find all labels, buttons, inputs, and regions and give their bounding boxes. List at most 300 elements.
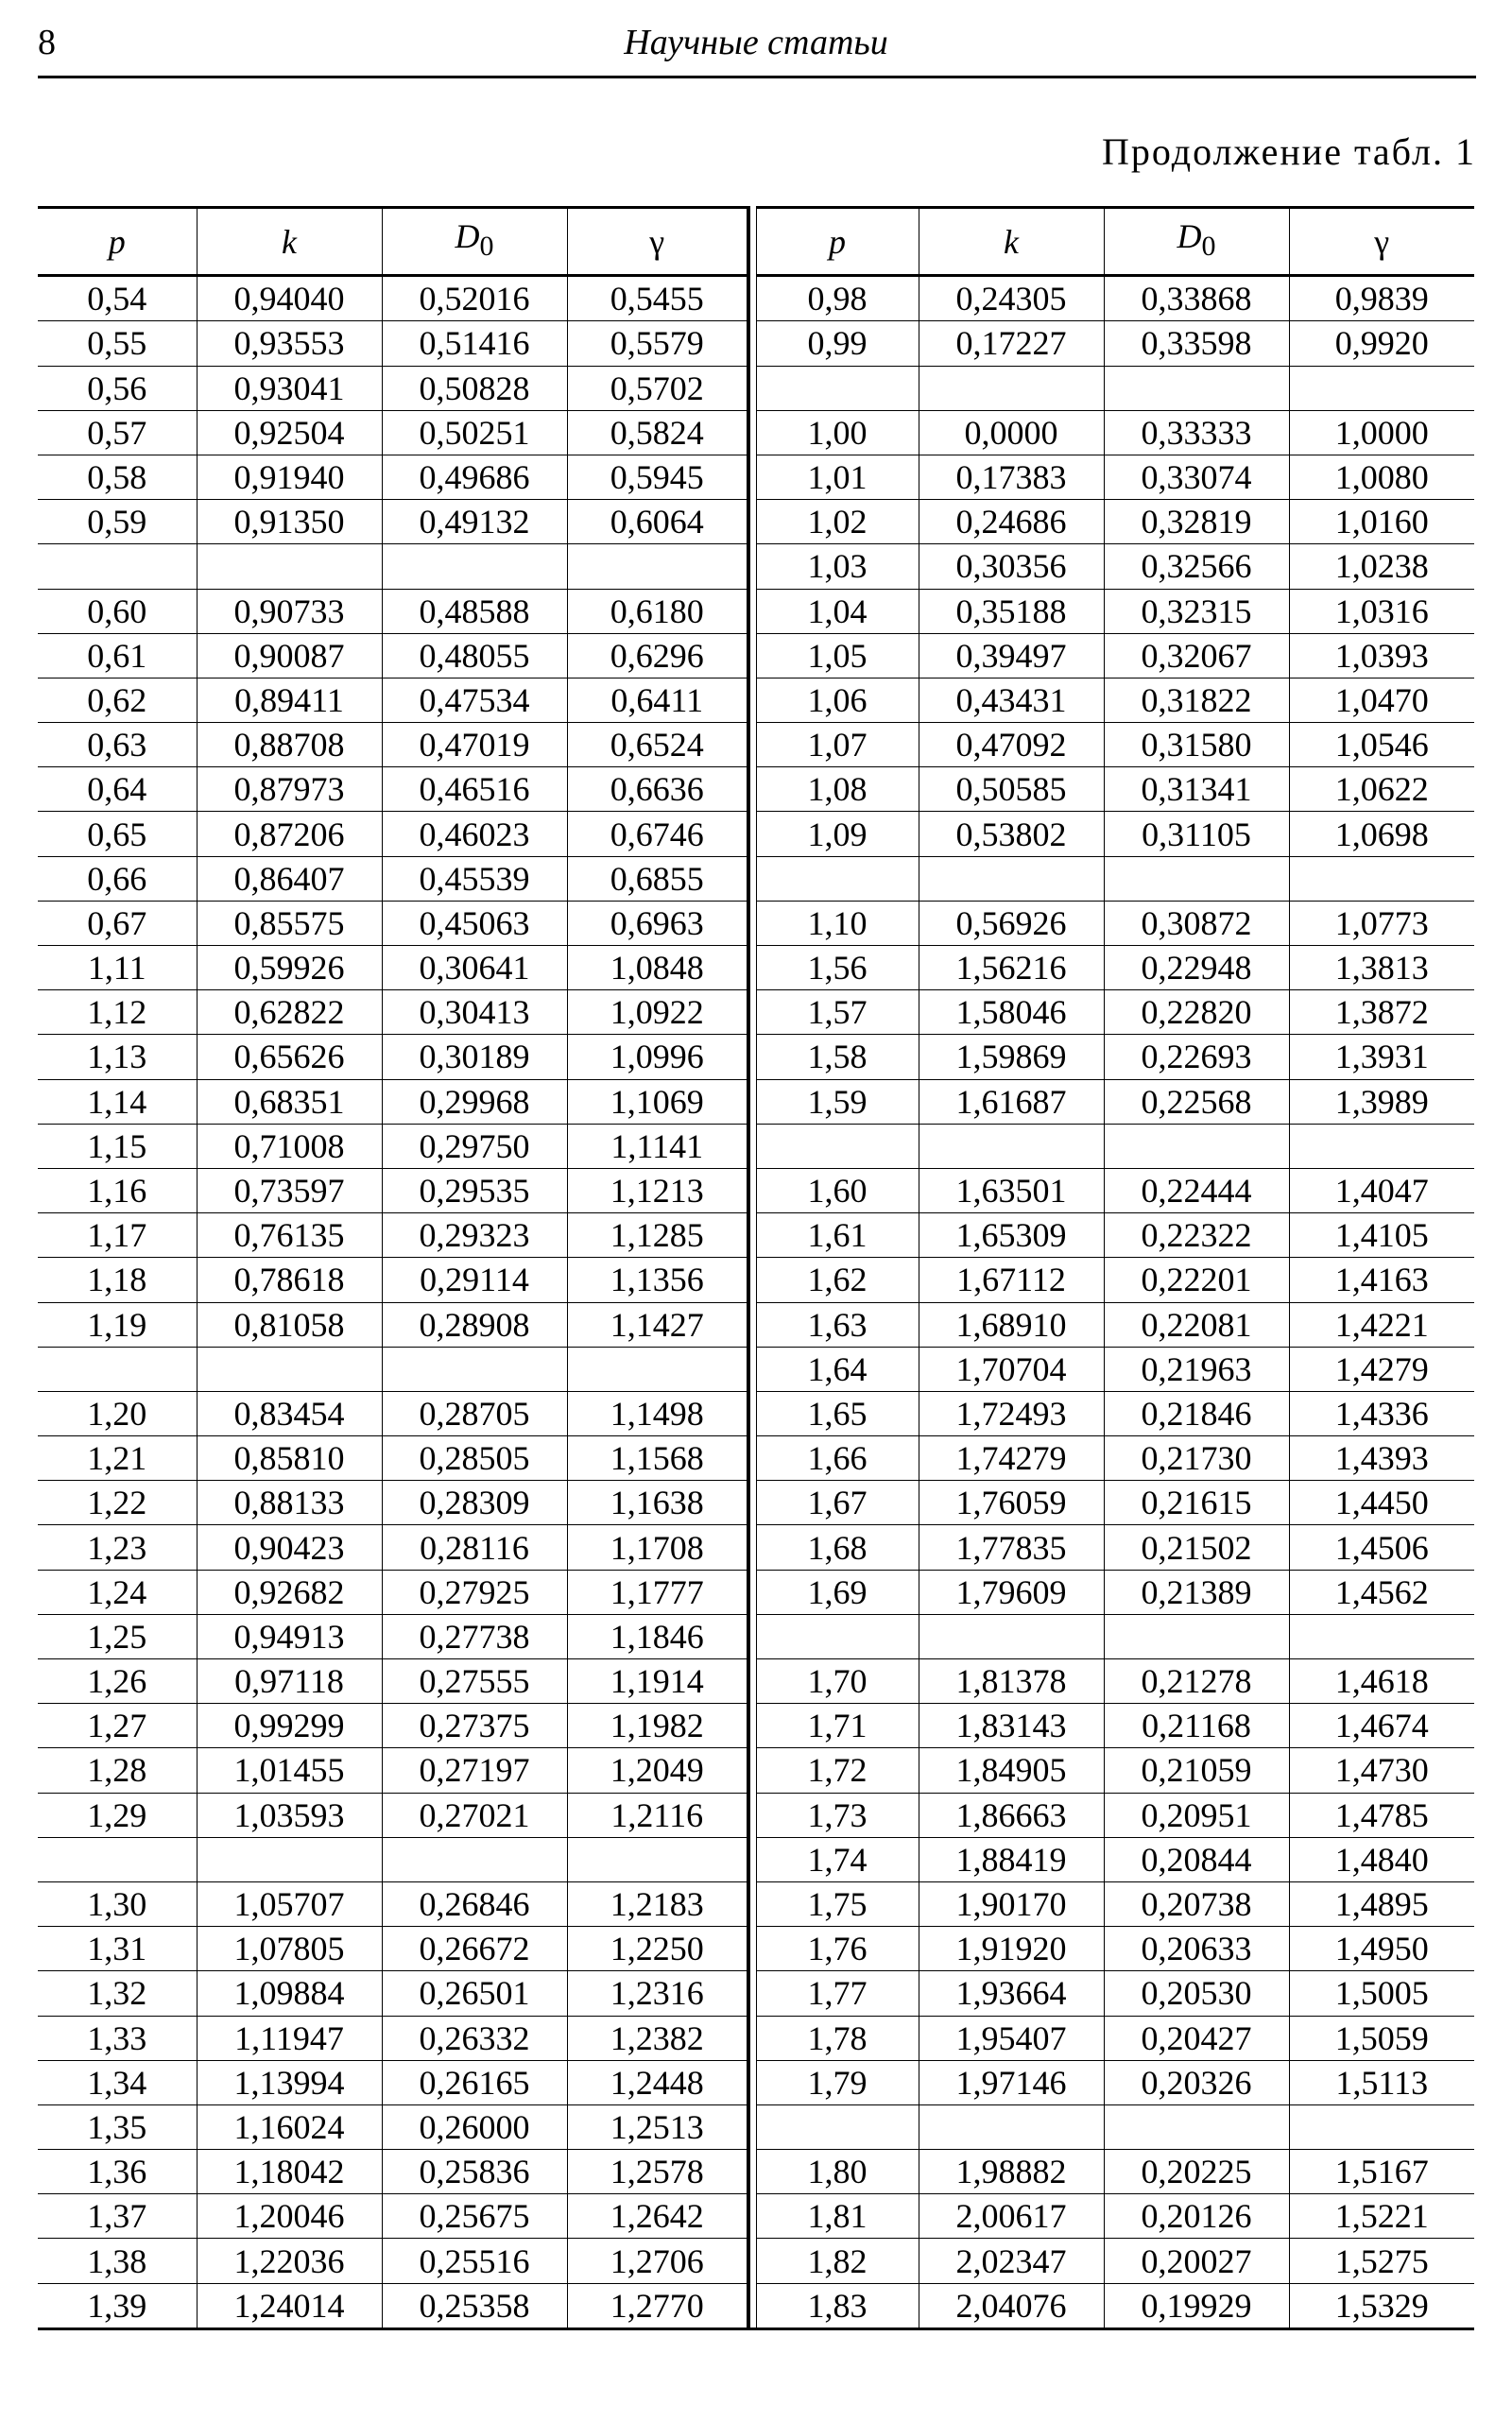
- cell-k-left: 1,07805: [197, 1927, 382, 1971]
- cell-gamma-left: 1,1568: [567, 1436, 748, 1481]
- cell-d0-left: [382, 544, 567, 589]
- cell-d0-left: 0,30413: [382, 990, 567, 1035]
- cell-k-right: 1,77835: [919, 1525, 1104, 1570]
- cell-k-right: 0,50585: [919, 767, 1104, 812]
- cell-gamma-right: 1,5005: [1289, 1971, 1474, 2016]
- cell-p-left: 1,31: [38, 1927, 197, 1971]
- cell-gamma-left: 1,1285: [567, 1213, 748, 1258]
- cell-gamma-left: 0,6411: [567, 678, 748, 722]
- cell-gamma-left: 0,6855: [567, 856, 748, 901]
- cell-gamma-left: 1,1141: [567, 1124, 748, 1168]
- cell-gamma-left: 1,1982: [567, 1704, 748, 1748]
- cell-d0-right: 0,21278: [1104, 1659, 1289, 1704]
- cell-k-left: 0,88133: [197, 1481, 382, 1525]
- cell-d0-right: 0,33598: [1104, 321, 1289, 366]
- cell-gamma-left: 1,0996: [567, 1035, 748, 1079]
- cell-k-right: 0,24305: [919, 276, 1104, 321]
- column-gap: [748, 208, 756, 276]
- cell-p-right: 1,63: [756, 1302, 919, 1347]
- table-row: [38, 901, 1474, 945]
- table-row: [38, 1793, 1474, 1837]
- cell-d0-left: 0,30189: [382, 1035, 567, 1079]
- cell-gamma-left: 0,5702: [567, 366, 748, 410]
- cell-d0-left: 0,27925: [382, 1570, 567, 1614]
- table-row: [38, 544, 1474, 589]
- table-row: [38, 2239, 1474, 2283]
- cell-gamma-left: 0,6963: [567, 901, 748, 945]
- cell-d0-left: 0,49686: [382, 455, 567, 499]
- cell-d0-right: 0,20126: [1104, 2194, 1289, 2239]
- cell-p-right: 1,04: [756, 589, 919, 633]
- cell-p-right: 1,58: [756, 1035, 919, 1079]
- cell-p-right: 1,75: [756, 1881, 919, 1926]
- cell-d0-right: 0,20427: [1104, 2016, 1289, 2060]
- cell-k-left: 1,13994: [197, 2060, 382, 2104]
- cell-p-left: 0,65: [38, 812, 197, 856]
- cell-k-left: 0,78618: [197, 1258, 382, 1302]
- column-gap: [748, 2104, 756, 2149]
- cell-k-right: 0,47092: [919, 723, 1104, 767]
- cell-k-left: 0,88708: [197, 723, 382, 767]
- cell-d0-left: 0,28705: [382, 1391, 567, 1435]
- cell-k-right: 1,90170: [919, 1881, 1104, 1926]
- cell-k-right: 0,0000: [919, 410, 1104, 455]
- cell-k-left: 0,87206: [197, 812, 382, 856]
- cell-d0-right: 0,22081: [1104, 1302, 1289, 1347]
- cell-gamma-right: 1,0698: [1289, 812, 1474, 856]
- cell-d0-right: 0,22444: [1104, 1168, 1289, 1212]
- cell-d0-right: 0,22693: [1104, 1035, 1289, 1079]
- cell-k-left: 0,59926: [197, 946, 382, 990]
- cell-k-left: 1,22036: [197, 2239, 382, 2283]
- cell-k-right: 1,61687: [919, 1079, 1104, 1124]
- table-row: [38, 1481, 1474, 1525]
- cell-p-right: 1,03: [756, 544, 919, 589]
- cell-d0-right: 0,33868: [1104, 276, 1289, 321]
- cell-d0-left: 0,48588: [382, 589, 567, 633]
- cell-k-left: 0,89411: [197, 678, 382, 722]
- cell-d0-left: 0,26846: [382, 1881, 567, 1926]
- column-gap: [748, 2016, 756, 2060]
- cell-p-right: 1,02: [756, 500, 919, 544]
- cell-p-right: 1,08: [756, 767, 919, 812]
- cell-d0-right: 0,22568: [1104, 1079, 1289, 1124]
- cell-k-left: 1,16024: [197, 2104, 382, 2149]
- cell-gamma-right: 1,4506: [1289, 1525, 1474, 1570]
- cell-d0-right: 0,20844: [1104, 1837, 1289, 1881]
- cell-k-left: 0,94040: [197, 276, 382, 321]
- cell-d0-right: 0,21389: [1104, 1570, 1289, 1614]
- cell-p-left: 1,38: [38, 2239, 197, 2283]
- cell-d0-right: 0,32819: [1104, 500, 1289, 544]
- cell-p-right: 0,99: [756, 321, 919, 366]
- cell-gamma-left: 1,2316: [567, 1971, 748, 2016]
- table-row: [38, 366, 1474, 410]
- table-row: [38, 678, 1474, 722]
- cell-gamma-right: 1,4221: [1289, 1302, 1474, 1347]
- cell-d0-left: 0,28116: [382, 1525, 567, 1570]
- cell-k-left: 0,83454: [197, 1391, 382, 1435]
- column-gap: [748, 901, 756, 945]
- col-header-p-left: p: [38, 208, 197, 276]
- cell-d0-left: 0,25358: [382, 2283, 567, 2328]
- col-header-d0-left: [382, 208, 567, 276]
- cell-k-left: 1,20046: [197, 2194, 382, 2239]
- column-gap: [748, 1971, 756, 2016]
- cell-k-right: [919, 366, 1104, 410]
- cell-gamma-right: 1,5167: [1289, 2150, 1474, 2194]
- cell-p-right: 1,74: [756, 1837, 919, 1881]
- cell-k-left: 0,97118: [197, 1659, 382, 1704]
- cell-gamma-right: 1,4105: [1289, 1213, 1474, 1258]
- cell-gamma-right: 1,4840: [1289, 1837, 1474, 1881]
- cell-gamma-left: 0,6296: [567, 633, 748, 678]
- table-row: [38, 2060, 1474, 2104]
- cell-p-left: 1,11: [38, 946, 197, 990]
- cell-k-right: 1,74279: [919, 1436, 1104, 1481]
- cell-gamma-right: 1,0622: [1289, 767, 1474, 812]
- cell-d0-right: 0,31822: [1104, 678, 1289, 722]
- cell-k-right: 1,56216: [919, 946, 1104, 990]
- cell-p-right: 1,64: [756, 1347, 919, 1391]
- cell-p-left: 1,14: [38, 1079, 197, 1124]
- column-gap: [748, 1436, 756, 1481]
- table-row: [38, 1347, 1474, 1391]
- cell-p-left: 0,55: [38, 321, 197, 366]
- cell-k-left: 1,01455: [197, 1748, 382, 1793]
- cell-k-right: 0,56926: [919, 901, 1104, 945]
- cell-gamma-left: 1,2049: [567, 1748, 748, 1793]
- cell-p-left: 1,29: [38, 1793, 197, 1837]
- cell-d0-left: 0,47534: [382, 678, 567, 722]
- cell-gamma-right: 1,0000: [1289, 410, 1474, 455]
- cell-gamma-right: 1,0393: [1289, 633, 1474, 678]
- table-row: [38, 1258, 1474, 1302]
- cell-d0-right: 0,21502: [1104, 1525, 1289, 1570]
- column-gap: [748, 500, 756, 544]
- cell-gamma-left: 0,5455: [567, 276, 748, 321]
- cell-k-left: 1,11947: [197, 2016, 382, 2060]
- cell-gamma-left: 1,1708: [567, 1525, 748, 1570]
- cell-gamma-left: 1,2448: [567, 2060, 748, 2104]
- cell-p-right: 1,66: [756, 1436, 919, 1481]
- cell-k-left: 0,73597: [197, 1168, 382, 1212]
- table-row: [38, 1213, 1474, 1258]
- cell-d0-right: 0,33333: [1104, 410, 1289, 455]
- cell-gamma-right: 1,4895: [1289, 1881, 1474, 1926]
- cell-k-right: 0,30356: [919, 544, 1104, 589]
- cell-p-right: [756, 366, 919, 410]
- cell-gamma-left: 1,2250: [567, 1927, 748, 1971]
- cell-gamma-left: 1,0922: [567, 990, 748, 1035]
- cell-k-right: 1,68910: [919, 1302, 1104, 1347]
- table-row: [38, 1748, 1474, 1793]
- table-row: [38, 1436, 1474, 1481]
- cell-p-right: 1,71: [756, 1704, 919, 1748]
- column-gap: [748, 946, 756, 990]
- cell-p-left: 0,61: [38, 633, 197, 678]
- cell-d0-right: 0,19929: [1104, 2283, 1289, 2328]
- cell-p-right: 1,69: [756, 1570, 919, 1614]
- column-gap: [748, 1168, 756, 1212]
- cell-d0-left: 0,25836: [382, 2150, 567, 2194]
- cell-p-left: 1,20: [38, 1391, 197, 1435]
- cell-p-left: 0,58: [38, 455, 197, 499]
- cell-k-right: 0,43431: [919, 678, 1104, 722]
- cell-gamma-right: 1,4450: [1289, 1481, 1474, 1525]
- cell-k-left: 0,62822: [197, 990, 382, 1035]
- cell-gamma-left: [567, 1347, 748, 1391]
- col-header-k-left: k: [197, 208, 382, 276]
- cell-p-left: 1,21: [38, 1436, 197, 1481]
- table-row: [38, 812, 1474, 856]
- column-gap: [748, 589, 756, 633]
- cell-d0-left: 0,28908: [382, 1302, 567, 1347]
- cell-p-left: 1,18: [38, 1258, 197, 1302]
- column-gap: [748, 1793, 756, 1837]
- cell-k-left: 0,91940: [197, 455, 382, 499]
- d0-symbol: D: [455, 217, 480, 255]
- table-row: [38, 410, 1474, 455]
- page-number: 8: [38, 23, 56, 62]
- cell-d0-left: 0,27021: [382, 1793, 567, 1837]
- cell-gamma-right: 1,3989: [1289, 1079, 1474, 1124]
- column-gap: [748, 1347, 756, 1391]
- cell-d0-right: 0,20530: [1104, 1971, 1289, 2016]
- cell-gamma-right: 1,0773: [1289, 901, 1474, 945]
- cell-p-left: 1,39: [38, 2283, 197, 2328]
- cell-d0-right: 0,20633: [1104, 1927, 1289, 1971]
- cell-k-right: [919, 1124, 1104, 1168]
- cell-gamma-left: 1,1427: [567, 1302, 748, 1347]
- cell-k-right: 2,00617: [919, 2194, 1104, 2239]
- cell-p-left: 1,24: [38, 1570, 197, 1614]
- cell-d0-right: [1104, 2104, 1289, 2149]
- cell-d0-right: 0,31341: [1104, 767, 1289, 812]
- table-row: [38, 856, 1474, 901]
- cell-k-right: 0,35188: [919, 589, 1104, 633]
- cell-k-right: 0,39497: [919, 633, 1104, 678]
- cell-k-left: 0,93041: [197, 366, 382, 410]
- cell-gamma-right: 1,0546: [1289, 723, 1474, 767]
- cell-d0-left: 0,26000: [382, 2104, 567, 2149]
- cell-p-left: 1,32: [38, 1971, 197, 2016]
- cell-d0-right: [1104, 1124, 1289, 1168]
- cell-d0-right: 0,30872: [1104, 901, 1289, 945]
- cell-gamma-right: 1,0470: [1289, 678, 1474, 722]
- cell-k-right: [919, 856, 1104, 901]
- cell-gamma-left: 1,2382: [567, 2016, 748, 2060]
- cell-d0-left: 0,29114: [382, 1258, 567, 1302]
- cell-k-left: 0,92682: [197, 1570, 382, 1614]
- cell-gamma-left: 0,6746: [567, 812, 748, 856]
- cell-gamma-left: 1,2116: [567, 1793, 748, 1837]
- cell-p-right: 1,67: [756, 1481, 919, 1525]
- column-gap: [748, 1614, 756, 1658]
- cell-gamma-right: 1,4618: [1289, 1659, 1474, 1704]
- column-gap: [748, 1302, 756, 1347]
- column-gap: [748, 1837, 756, 1881]
- cell-k-left: 0,90423: [197, 1525, 382, 1570]
- cell-p-left: 1,16: [38, 1168, 197, 1212]
- cell-p-right: 1,10: [756, 901, 919, 945]
- cell-d0-left: 0,52016: [382, 276, 567, 321]
- cell-gamma-left: 1,1498: [567, 1391, 748, 1435]
- cell-k-right: 2,04076: [919, 2283, 1104, 2328]
- column-gap: [748, 1124, 756, 1168]
- cell-p-right: 1,00: [756, 410, 919, 455]
- table-row: [38, 1035, 1474, 1079]
- cell-gamma-right: 1,4562: [1289, 1570, 1474, 1614]
- cell-d0-right: 0,21059: [1104, 1748, 1289, 1793]
- cell-gamma-right: 1,3813: [1289, 946, 1474, 990]
- cell-p-left: 1,23: [38, 1525, 197, 1570]
- cell-p-left: 1,17: [38, 1213, 197, 1258]
- cell-d0-left: [382, 1347, 567, 1391]
- cell-d0-left: 0,29535: [382, 1168, 567, 1212]
- cell-p-right: 1,57: [756, 990, 919, 1035]
- cell-gamma-left: 1,0848: [567, 946, 748, 990]
- cell-gamma-left: [567, 1837, 748, 1881]
- cell-d0-left: 0,29968: [382, 1079, 567, 1124]
- cell-k-left: 1,18042: [197, 2150, 382, 2194]
- cell-p-left: 0,57: [38, 410, 197, 455]
- cell-gamma-left: 1,1777: [567, 1570, 748, 1614]
- column-gap: [748, 1035, 756, 1079]
- column-gap: [748, 455, 756, 499]
- column-gap: [748, 723, 756, 767]
- cell-p-right: [756, 856, 919, 901]
- table-row: [38, 1704, 1474, 1748]
- cell-gamma-right: [1289, 856, 1474, 901]
- cell-d0-left: 0,46516: [382, 767, 567, 812]
- column-gap: [748, 2239, 756, 2283]
- table-row: [38, 2150, 1474, 2194]
- cell-gamma-right: 1,4279: [1289, 1347, 1474, 1391]
- cell-gamma-left: 1,1356: [567, 1258, 748, 1302]
- column-gap: [748, 366, 756, 410]
- cell-p-right: 1,80: [756, 2150, 919, 2194]
- cell-p-left: 0,62: [38, 678, 197, 722]
- cell-k-left: 0,85575: [197, 901, 382, 945]
- cell-gamma-left: 0,6180: [567, 589, 748, 633]
- table-row: [38, 276, 1474, 321]
- cell-gamma-left: 1,2706: [567, 2239, 748, 2283]
- cell-d0-right: 0,20951: [1104, 1793, 1289, 1837]
- cell-k-right: 1,67112: [919, 1258, 1104, 1302]
- cell-gamma-left: 1,1914: [567, 1659, 748, 1704]
- cell-p-left: 1,12: [38, 990, 197, 1035]
- column-gap: [748, 410, 756, 455]
- table-row: [38, 1659, 1474, 1704]
- cell-p-left: 1,37: [38, 2194, 197, 2239]
- cell-p-left: [38, 1347, 197, 1391]
- table-caption: Продолжение табл. 1: [1102, 130, 1476, 173]
- cell-k-right: 1,79609: [919, 1570, 1104, 1614]
- cell-k-right: 1,72493: [919, 1391, 1104, 1435]
- cell-k-left: 1,24014: [197, 2283, 382, 2328]
- cell-k-left: 0,90733: [197, 589, 382, 633]
- cell-d0-left: 0,30641: [382, 946, 567, 990]
- cell-k-right: 1,59869: [919, 1035, 1104, 1079]
- cell-p-right: 1,01: [756, 455, 919, 499]
- cell-d0-right: 0,21615: [1104, 1481, 1289, 1525]
- cell-k-right: 1,86663: [919, 1793, 1104, 1837]
- cell-gamma-right: [1289, 2104, 1474, 2149]
- cell-d0-right: 0,22201: [1104, 1258, 1289, 1302]
- cell-gamma-right: [1289, 366, 1474, 410]
- table-row: [38, 723, 1474, 767]
- cell-p-right: 1,60: [756, 1168, 919, 1212]
- cell-d0-right: 0,20027: [1104, 2239, 1289, 2283]
- table-row: [38, 946, 1474, 990]
- column-gap: [748, 1927, 756, 1971]
- cell-k-right: 0,17227: [919, 321, 1104, 366]
- cell-p-left: 0,66: [38, 856, 197, 901]
- cell-p-right: 1,72: [756, 1748, 919, 1793]
- data-table: [38, 206, 1474, 2330]
- cell-p-right: 1,62: [756, 1258, 919, 1302]
- cell-p-right: 1,73: [756, 1793, 919, 1837]
- cell-k-left: 0,71008: [197, 1124, 382, 1168]
- cell-gamma-left: 0,6636: [567, 767, 748, 812]
- cell-p-left: 1,25: [38, 1614, 197, 1658]
- cell-gamma-right: 1,5329: [1289, 2283, 1474, 2328]
- cell-p-left: 1,30: [38, 1881, 197, 1926]
- column-gap: [748, 678, 756, 722]
- cell-gamma-left: 1,2770: [567, 2283, 748, 2328]
- cell-d0-left: 0,26165: [382, 2060, 567, 2104]
- cell-p-left: [38, 1837, 197, 1881]
- cell-p-right: 0,98: [756, 276, 919, 321]
- cell-gamma-left: 1,1213: [567, 1168, 748, 1212]
- cell-k-left: 0,68351: [197, 1079, 382, 1124]
- cell-d0-right: 0,21730: [1104, 1436, 1289, 1481]
- cell-k-right: 1,98882: [919, 2150, 1104, 2194]
- cell-d0-right: 0,22820: [1104, 990, 1289, 1035]
- table-row: [38, 589, 1474, 633]
- cell-p-left: 1,19: [38, 1302, 197, 1347]
- cell-gamma-right: 1,5221: [1289, 2194, 1474, 2239]
- d0-symbol: D: [1177, 217, 1202, 255]
- cell-d0-left: 0,25675: [382, 2194, 567, 2239]
- table-row: [38, 990, 1474, 1035]
- column-gap: [748, 1258, 756, 1302]
- cell-p-left: [38, 544, 197, 589]
- cell-d0-left: 0,26332: [382, 2016, 567, 2060]
- cell-k-right: 1,83143: [919, 1704, 1104, 1748]
- cell-k-left: 0,92504: [197, 410, 382, 455]
- cell-gamma-right: 1,0316: [1289, 589, 1474, 633]
- table-body: [38, 276, 1474, 2329]
- column-gap: [748, 812, 756, 856]
- cell-k-left: 0,76135: [197, 1213, 382, 1258]
- cell-p-left: 1,34: [38, 2060, 197, 2104]
- table-row: [38, 1525, 1474, 1570]
- cell-gamma-right: 1,4950: [1289, 1927, 1474, 1971]
- cell-d0-left: 0,26501: [382, 1971, 567, 2016]
- cell-d0-left: 0,49132: [382, 500, 567, 544]
- cell-k-left: 0,91350: [197, 500, 382, 544]
- table-row: [38, 633, 1474, 678]
- cell-d0-right: 0,33074: [1104, 455, 1289, 499]
- cell-gamma-right: 1,4730: [1289, 1748, 1474, 1793]
- cell-gamma-left: [567, 544, 748, 589]
- cell-gamma-left: 1,2183: [567, 1881, 748, 1926]
- table-row: [38, 1614, 1474, 1658]
- cell-gamma-right: 1,3872: [1289, 990, 1474, 1035]
- column-gap: [748, 990, 756, 1035]
